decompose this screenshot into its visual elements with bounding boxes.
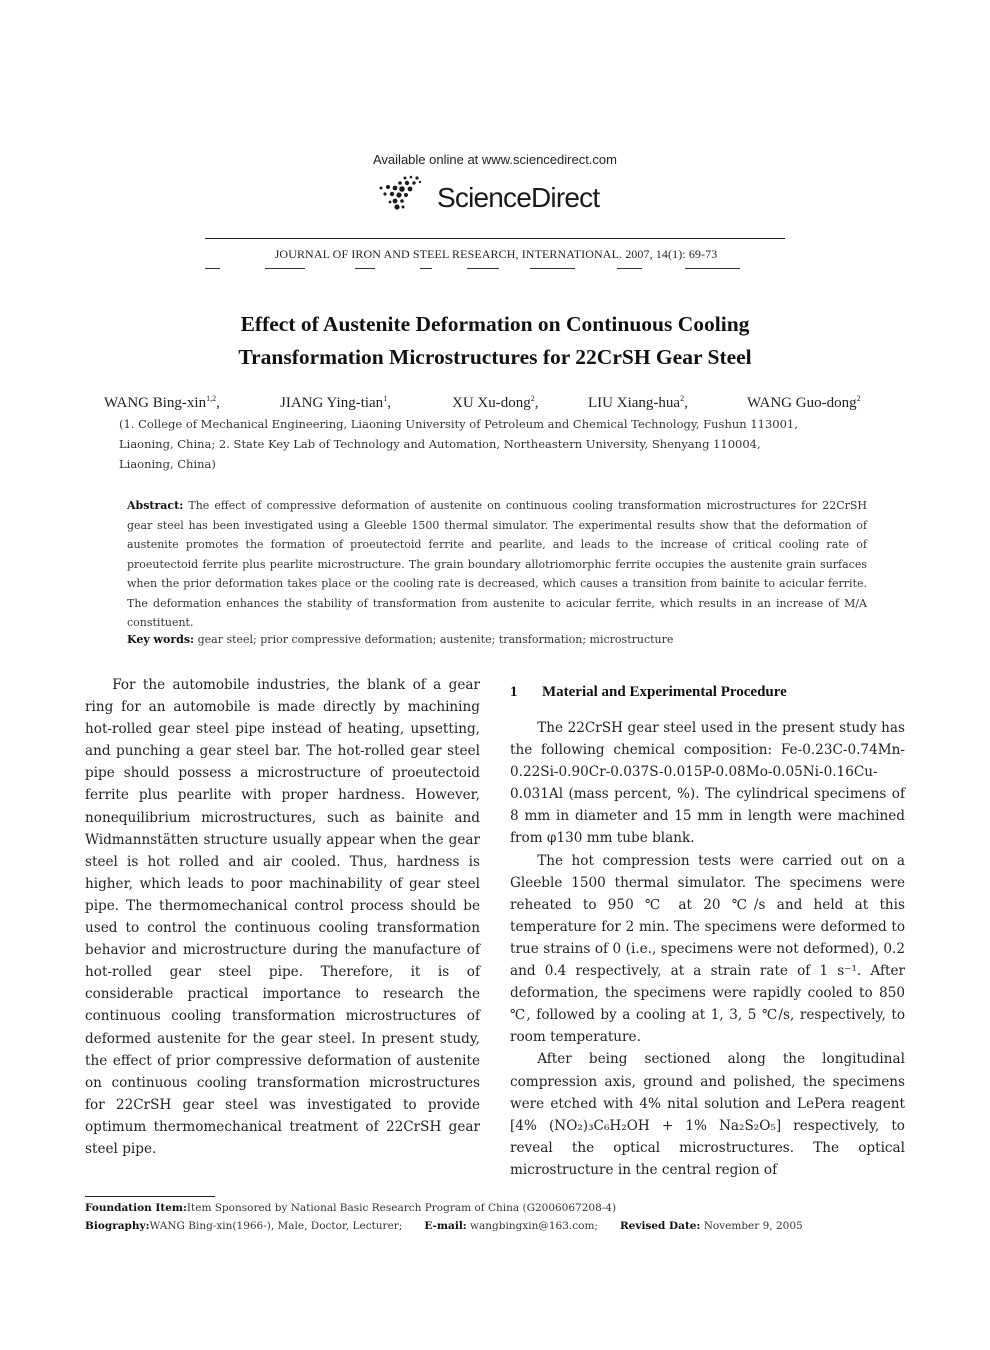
section-heading <box>510 684 787 701</box>
author: WANG Guo-dong$^2$ <box>747 394 861 411</box>
methods-paragraph: After being sectioned along the longitudinal compression axis, ground and polished, the specimens were etched with 4% nital solution and LePera reagent [4% (NO₂)₃C₆H₂OH + 1% Na₂S₂O₅] respectively, to reveal the optical microstructures. The optical microstructure in the central region of <box>510 1051 905 1178</box>
methods-paragraph: The hot compression tests were carried out on a Gleeble 1500 thermal simulator. The specimens were reheated to 950 ℃ at 20 ℃/s and held at this temperature for 2 min. The specimens were deformed to true strains of 0 (i.e., specimens were not deformed), 0.2 and 0.4 respectively, at a strain rate of 1 s⁻¹. After deformation, the specimens were rapidly cooled to 850 ℃, followed by a cooling at 1, 3, 5 ℃/s, respectively, to room temperature. <box>510 852 905 1046</box>
section-number: 1 <box>510 684 518 700</box>
article-title-line-1: Effect of Austenite Deformation on Continuous Cooling <box>240 312 750 336</box>
sciencedirect-wordmark: ScienceDirect <box>437 182 600 213</box>
intro-column <box>85 674 480 1160</box>
author: JIANG Ying-tian$^1$, <box>280 394 391 411</box>
keywords <box>127 633 867 646</box>
available-online-text: Available online at www.sciencedirect.com <box>373 152 617 167</box>
foundation-footnote: Foundation Item:Item Sponsored by National Basic Research Program of China (G2006067208-4) <box>85 1202 617 1214</box>
author: LIU Xiang-hua$^2$, <box>588 394 688 411</box>
sciencedirect-emblem-icon <box>375 172 433 216</box>
intro-paragraph: For the automobile industries, the blank of a gear ring for an automobile is made directly by machining hot-rolled gear steel pipe instead of heating, upsetting, and punching a gear steel bar. The hot-rolled gear steel pipe should possess a microstructure of proeutectoid ferrite plus pearlite with proper hardness. However, nonequilibrium microstructures, such as bainite and Widmannstätten structure usually appear when the gear steel is hot rolled and air cooled. Thus, hardness is higher, which leads to poor machinability of gear steel pipe. The thermomechanical control process should be used to control the continuous cooling transformation behavior and microstructure during the manufacture of hot-rolled gear steel pipe. Therefore, it is of considerable practical importance to research the continuous cooling transformation microstructures of deformed austenite for the gear steel. In present study, the effect of prior compressive deformation of austenite on continuous cooling transformation microstructures for 22CrSH gear steel was investigated to provide optimum thermomechanical treatment of 22CrSH gear steel pipe. <box>85 677 480 1157</box>
article-title-line-2: Transformation Microstructures for 22CrSH Gear Steel <box>238 345 752 369</box>
abstract-label: Abstract: <box>127 499 184 512</box>
author: XU Xu-dong$^2$, <box>452 394 539 411</box>
footnote-rule <box>85 1196 215 1197</box>
section-title: Material and Experimental Procedure <box>542 684 787 700</box>
keywords-text: gear steel; prior compressive deformation; austenite; transformation; microstructure <box>197 633 674 646</box>
biography-footnote: Biography:WANG Bing-xin(1966-), Male, Doctor, Lecturer; E-mail: wangbingxin@163.com; Revised Date: November 9, 2005 <box>85 1220 803 1232</box>
header-bottom-rule <box>205 268 785 270</box>
abstract-text: The effect of compressive deformation of austenite on continuous cooling transformation microstructures for 22CrSH gear steel has been investigated using a Gleeble 1500 thermal simulator. The experimental results show that the deformation of austenite promotes the formation of proeutectoid ferrite and pearlite, and leads to the increase of critical cooling rate of proeutectoid ferrite plus pearlite microstructure. The grain boundary allotriomorphic ferrite occupies the austenite grain surfaces when the prior deformation takes place or the cooling rate is decreased, which causes a transition from bainite to acicular ferrite. The deformation enhances the stability of transformation from austenite to acicular ferrite, which results in an increase of M/A constituent. <box>127 499 867 629</box>
keywords-label: Key words: <box>127 633 195 646</box>
methods-paragraph: The 22CrSH gear steel used in the present study has the following chemical composition: Fe-0.23C-0.74Mn-0.22Si-0.90Cr-0.037S-0.015P-0.08Mo-0.05Ni-0.16Cu-0.031Al (mass percent, %). The cylindrical specimens of 8 mm in diameter and 15 mm in length were machined from φ130 mm tube blank. <box>510 720 905 847</box>
methods-column <box>510 717 905 1181</box>
affiliation-line: (1. College of Mechanical Engineering, Liaoning University of Petroleum and Chemical Technology, Fushun 113001, <box>119 417 798 431</box>
journal-citation: JOURNAL OF IRON AND STEEL RESEARCH, INTERNATIONAL. 2007, 14(1): 69-73 <box>274 247 718 261</box>
author: WANG Bing-xin$^{1,2}$, <box>104 394 220 411</box>
affiliation-line: Liaoning, China) <box>119 457 216 471</box>
sciencedirect-logo <box>375 170 625 216</box>
abstract <box>127 496 867 633</box>
affiliation-line: Liaoning, China; 2. State Key Lab of Technology and Automation, Northeastern University, Shenyang 110004, <box>119 437 761 451</box>
header-top-rule <box>205 238 785 239</box>
